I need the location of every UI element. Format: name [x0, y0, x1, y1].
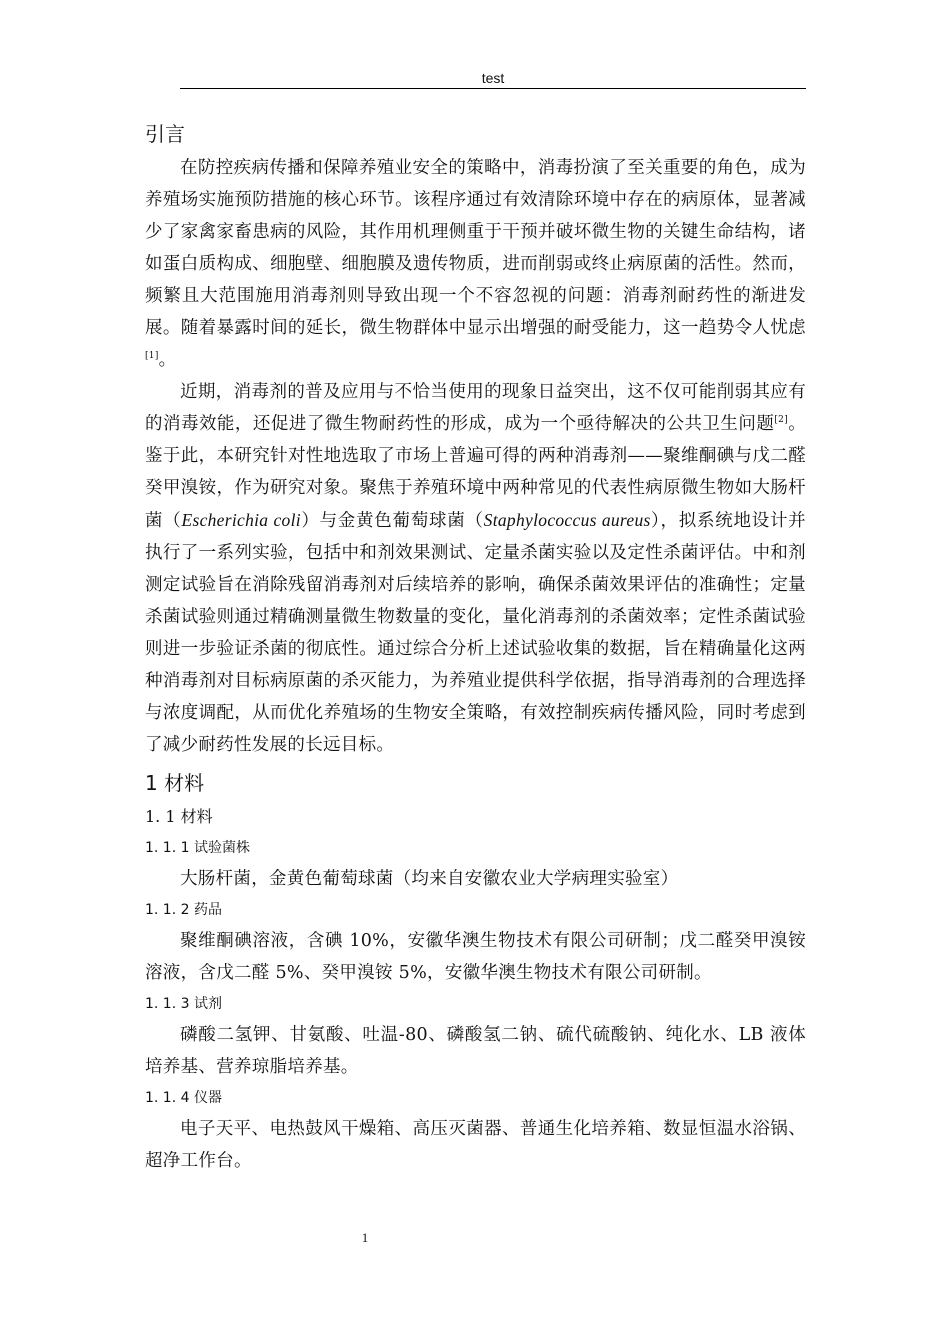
strains-paragraph: 大肠杆菌，金黄色葡萄球菌（均来自安徽农业大学病理实验室）: [180, 869, 679, 889]
drugs-paragraph: 聚维酮碘溶液，含碘 10%，安徽华澳生物技术有限公司研制；戊二醛癸甲溴铵溶液，含戊二醛 5%、癸甲溴铵 5%，安徽华澳生物技术有限公司研制。: [145, 931, 806, 983]
section-title-intro: 引言: [145, 122, 185, 146]
heading-reagents: 1. 1. 3 试剂: [145, 996, 222, 1012]
intro-p2-text-d: ），拟系统地设计并执行了一系列实验，包括中和剂效果测试、定量杀菌实验以及定性杀菌评估。中和剂测定试验旨在消除残留消毒剂对后续培养的影响，确保杀菌效果评估的准确性；定量杀菌试验则通过精确测量微生物数量的变化，量化消毒剂的杀菌效率；定性杀菌试验则进一步验证杀菌的彻底性。通过综合分析上述试验收集的数据，旨在精确量化这两种消毒剂对目标病原菌的杀灭能力，为养殖业提供科学依据，指导消毒剂的合理选择与浓度调配，从而优化养殖场的生物安全策略，有效控制疾病传播风险，同时考虑到了减少耐药性发展的长远目标。: [145, 511, 806, 755]
intro-p2-text-b: 。鉴于此，本研究针对性地选取了市场上普遍可得的两种消毒剂——聚维酮碘与戊二醛癸甲溴铵，作为研究对象。聚焦于养殖环境中两种常见的代表性病原微生物如大肠杆菌（: [145, 414, 806, 531]
intro-p2-text-a: 近期，消毒剂的普及应用与不恰当使用的现象日益突出，这不仅可能削弱其应有的消毒效能，还促进了微生物耐药性的形成，成为一个亟待解决的公共卫生问题: [145, 382, 806, 434]
page-number: 1: [361, 1230, 369, 1245]
intro-paragraph-2: [145, 376, 806, 761]
document-body: [145, 112, 806, 1177]
heading-instruments: 1. 1. 4 仪器: [145, 1090, 222, 1106]
reagents-paragraph: 磷酸二氢钾、甘氨酸、吐温-80、磷酸氢二钠、硫代硫酸钠、纯化水、LB 液体培养基、营养琼脂培养基。: [145, 1025, 806, 1077]
page-header: test: [481, 70, 505, 86]
citation-2: [2]: [774, 415, 789, 426]
header-rule: [180, 88, 806, 89]
intro-paragraph-1: [145, 152, 806, 376]
species-staph: Staphylococcus aureus: [483, 510, 651, 530]
instruments-paragraph: 电子天平、电热鼓风干燥箱、高压灭菌器、普通生化培养箱、数显恒温水浴锅、超净工作台。: [145, 1119, 806, 1171]
intro-p1-end: 。: [158, 350, 177, 370]
intro-p1-text: 在防控疾病传播和保障养殖业安全的策略中，消毒扮演了至关重要的角色，成为养殖场实施预防措施的核心环节。该程序通过有效清除环境中存在的病原体，显著减少了家禽家畜患病的风险，其作用机理侧重于干预并破坏微生物的关键生命结构，诸如蛋白质构成、细胞壁、细胞膜及遗传物质，进而削弱或终止病原菌的活性。然而，频繁且大范围施用消毒剂则导致出现一个不容忽视的问题：消毒剂耐药性的渐进发展。随着暴露时间的延长，微生物群体中显示出增强的耐受能力，这一趋势令人忧虑: [145, 158, 806, 338]
species-ecoli: Escherichia coli: [181, 510, 301, 530]
heading-strains: 1. 1. 1 试验菌株: [145, 840, 250, 856]
citation-1: [1]: [145, 351, 159, 362]
subsection-title-materials: 1. 1 材料: [145, 807, 213, 826]
heading-drugs: 1. 1. 2 药品: [145, 902, 222, 918]
section-title-materials: 1 材料: [145, 771, 205, 795]
intro-p2-text-c: ）与金黄色葡萄球菌（: [300, 511, 484, 531]
